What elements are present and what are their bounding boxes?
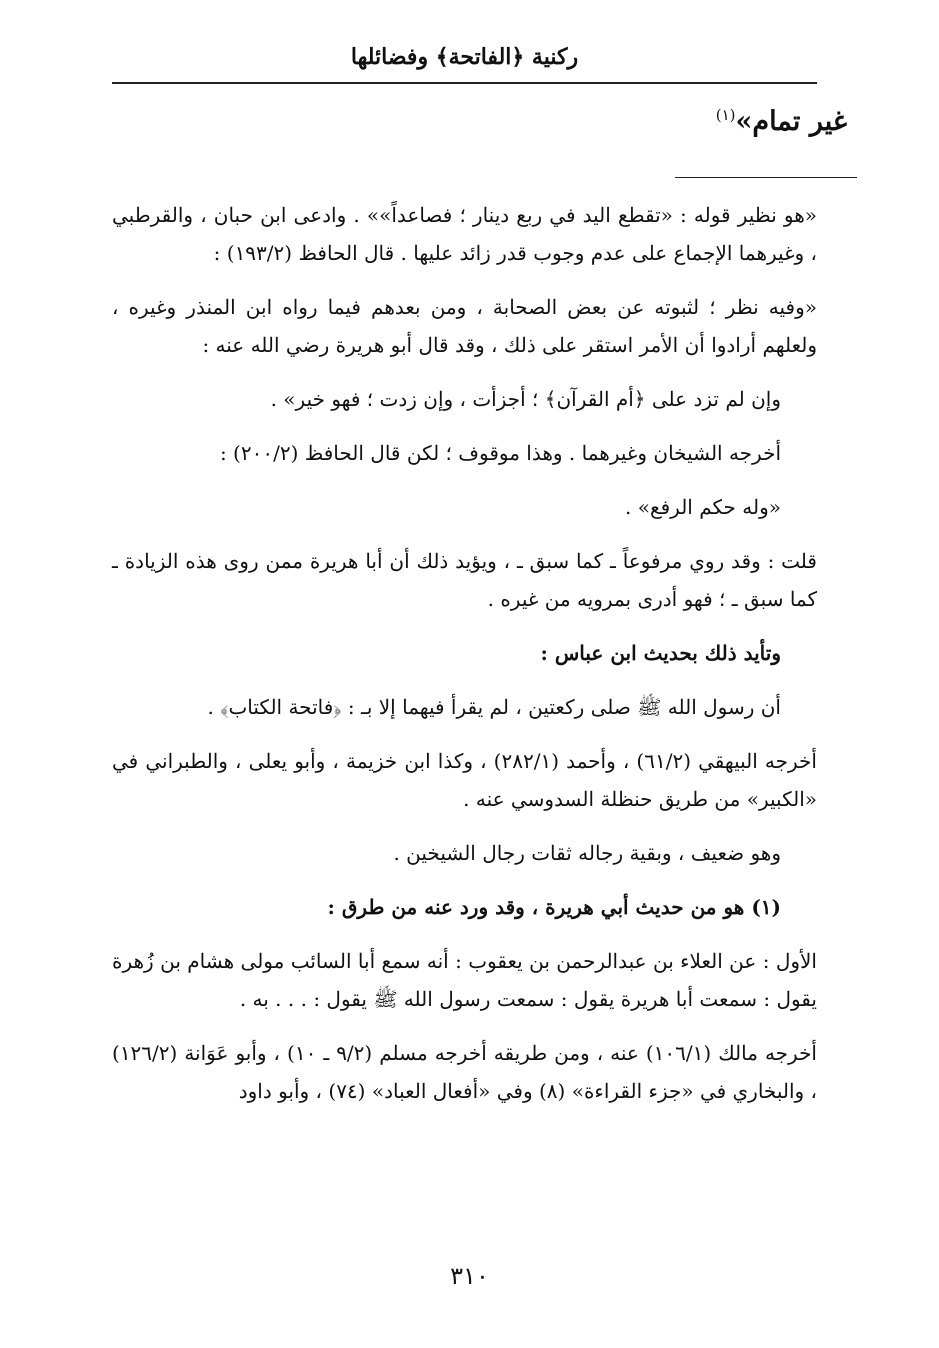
footnote-paragraph: «وفيه نظر ؛ لثبوته عن بعض الصحابة ، ومن بعدهم فيما رواه ابن المنذر وغيره ، ولعلهم أرادوا أن الأمر استقر على ذلك ، وقد قال أبو هريرة رضي الله عنه : [112, 295, 817, 357]
page-number: ٣١٠ [450, 1262, 489, 1290]
main-text-line: غير تمام» [735, 106, 847, 137]
footnote-marker: (١) [715, 106, 736, 124]
footnote-paragraph: أخرجه مالك (١٠٦/١) عنه ، ومن طريقه أخرجه مسلم (٩/٢ ـ ١٠) ، وأبو عَوَانة (١٢٦/٢) ، والبخاري في «جزء القراءة» (٨) وفي «أفعال العباد» (٧٤) ، وأبو داود [112, 1041, 817, 1103]
footnote-paragraph: «هو نظير قوله : «تقطع اليد في ربع دينار ؛ فصاعداً»» . وادعى ابن حبان ، والقرطبي ، وغيرهما الإجماع على عدم وجوب قدر زائد عليها . قال الحافظ (١٩٣/٢) : [112, 203, 817, 265]
footnote-paragraph: الأول : عن العلاء بن عبدالرحمن بن يعقوب : أنه سمع أبا السائب مولى هشام بن زُهرة يقول : سمعت أبا هريرة يقول : سمعت رسول الله ﷺ يقول : . . . به . [112, 949, 817, 1011]
footnote-paragraph: أخرجه الشيخان وغيرهما . وهذا موقوف ؛ لكن قال الحافظ (٢٠٠/٢) : [219, 441, 781, 465]
footnote-paragraph: أن رسول الله ﷺ صلى ركعتين ، لم يقرأ فيهما إلا بـ : ﴿فاتحة الكتاب﴾ . [207, 695, 781, 719]
footnote-paragraph: «وله حكم الرفع» . [625, 495, 781, 519]
footnote-paragraph: وتأيد ذلك بحديث ابن عباس : [540, 641, 781, 665]
footnote-paragraph: (١) هو من حديث أبي هريرة ، وقد ورد عنه من طرق : [327, 895, 781, 919]
header-divider [112, 82, 817, 84]
footnotes [112, 196, 817, 1126]
running-header: ركنية ﴿الفاتحة﴾ وفضائلها [350, 44, 579, 70]
footnote-paragraph: وإن لم تزد على ﴿أم القرآن﴾ ؛ أجزأت ، وإن زدت ؛ فهو خير» . [270, 387, 781, 411]
footnote-paragraph: وهو ضعيف ، وبقية رجاله ثقات رجال الشيخين . [393, 841, 781, 865]
main-text-fragment [716, 106, 847, 137]
footnote-divider [675, 177, 857, 178]
footnote-paragraph: قلت : وقد روي مرفوعاً ـ كما سبق ـ ، ويؤيد ذلك أن أبا هريرة ممن روى هذه الزيادة ـ كما سبق ـ ؛ فهو أدرى بمرويه من غيره . [112, 549, 817, 611]
footnote-paragraph: أخرجه البيهقي (٦١/٢) ، وأحمد (٢٨٢/١) ، وكذا ابن خزيمة ، وأبو يعلى ، والطبراني في «الكبير» من طريق حنظلة السدوسي عنه . [112, 749, 817, 811]
